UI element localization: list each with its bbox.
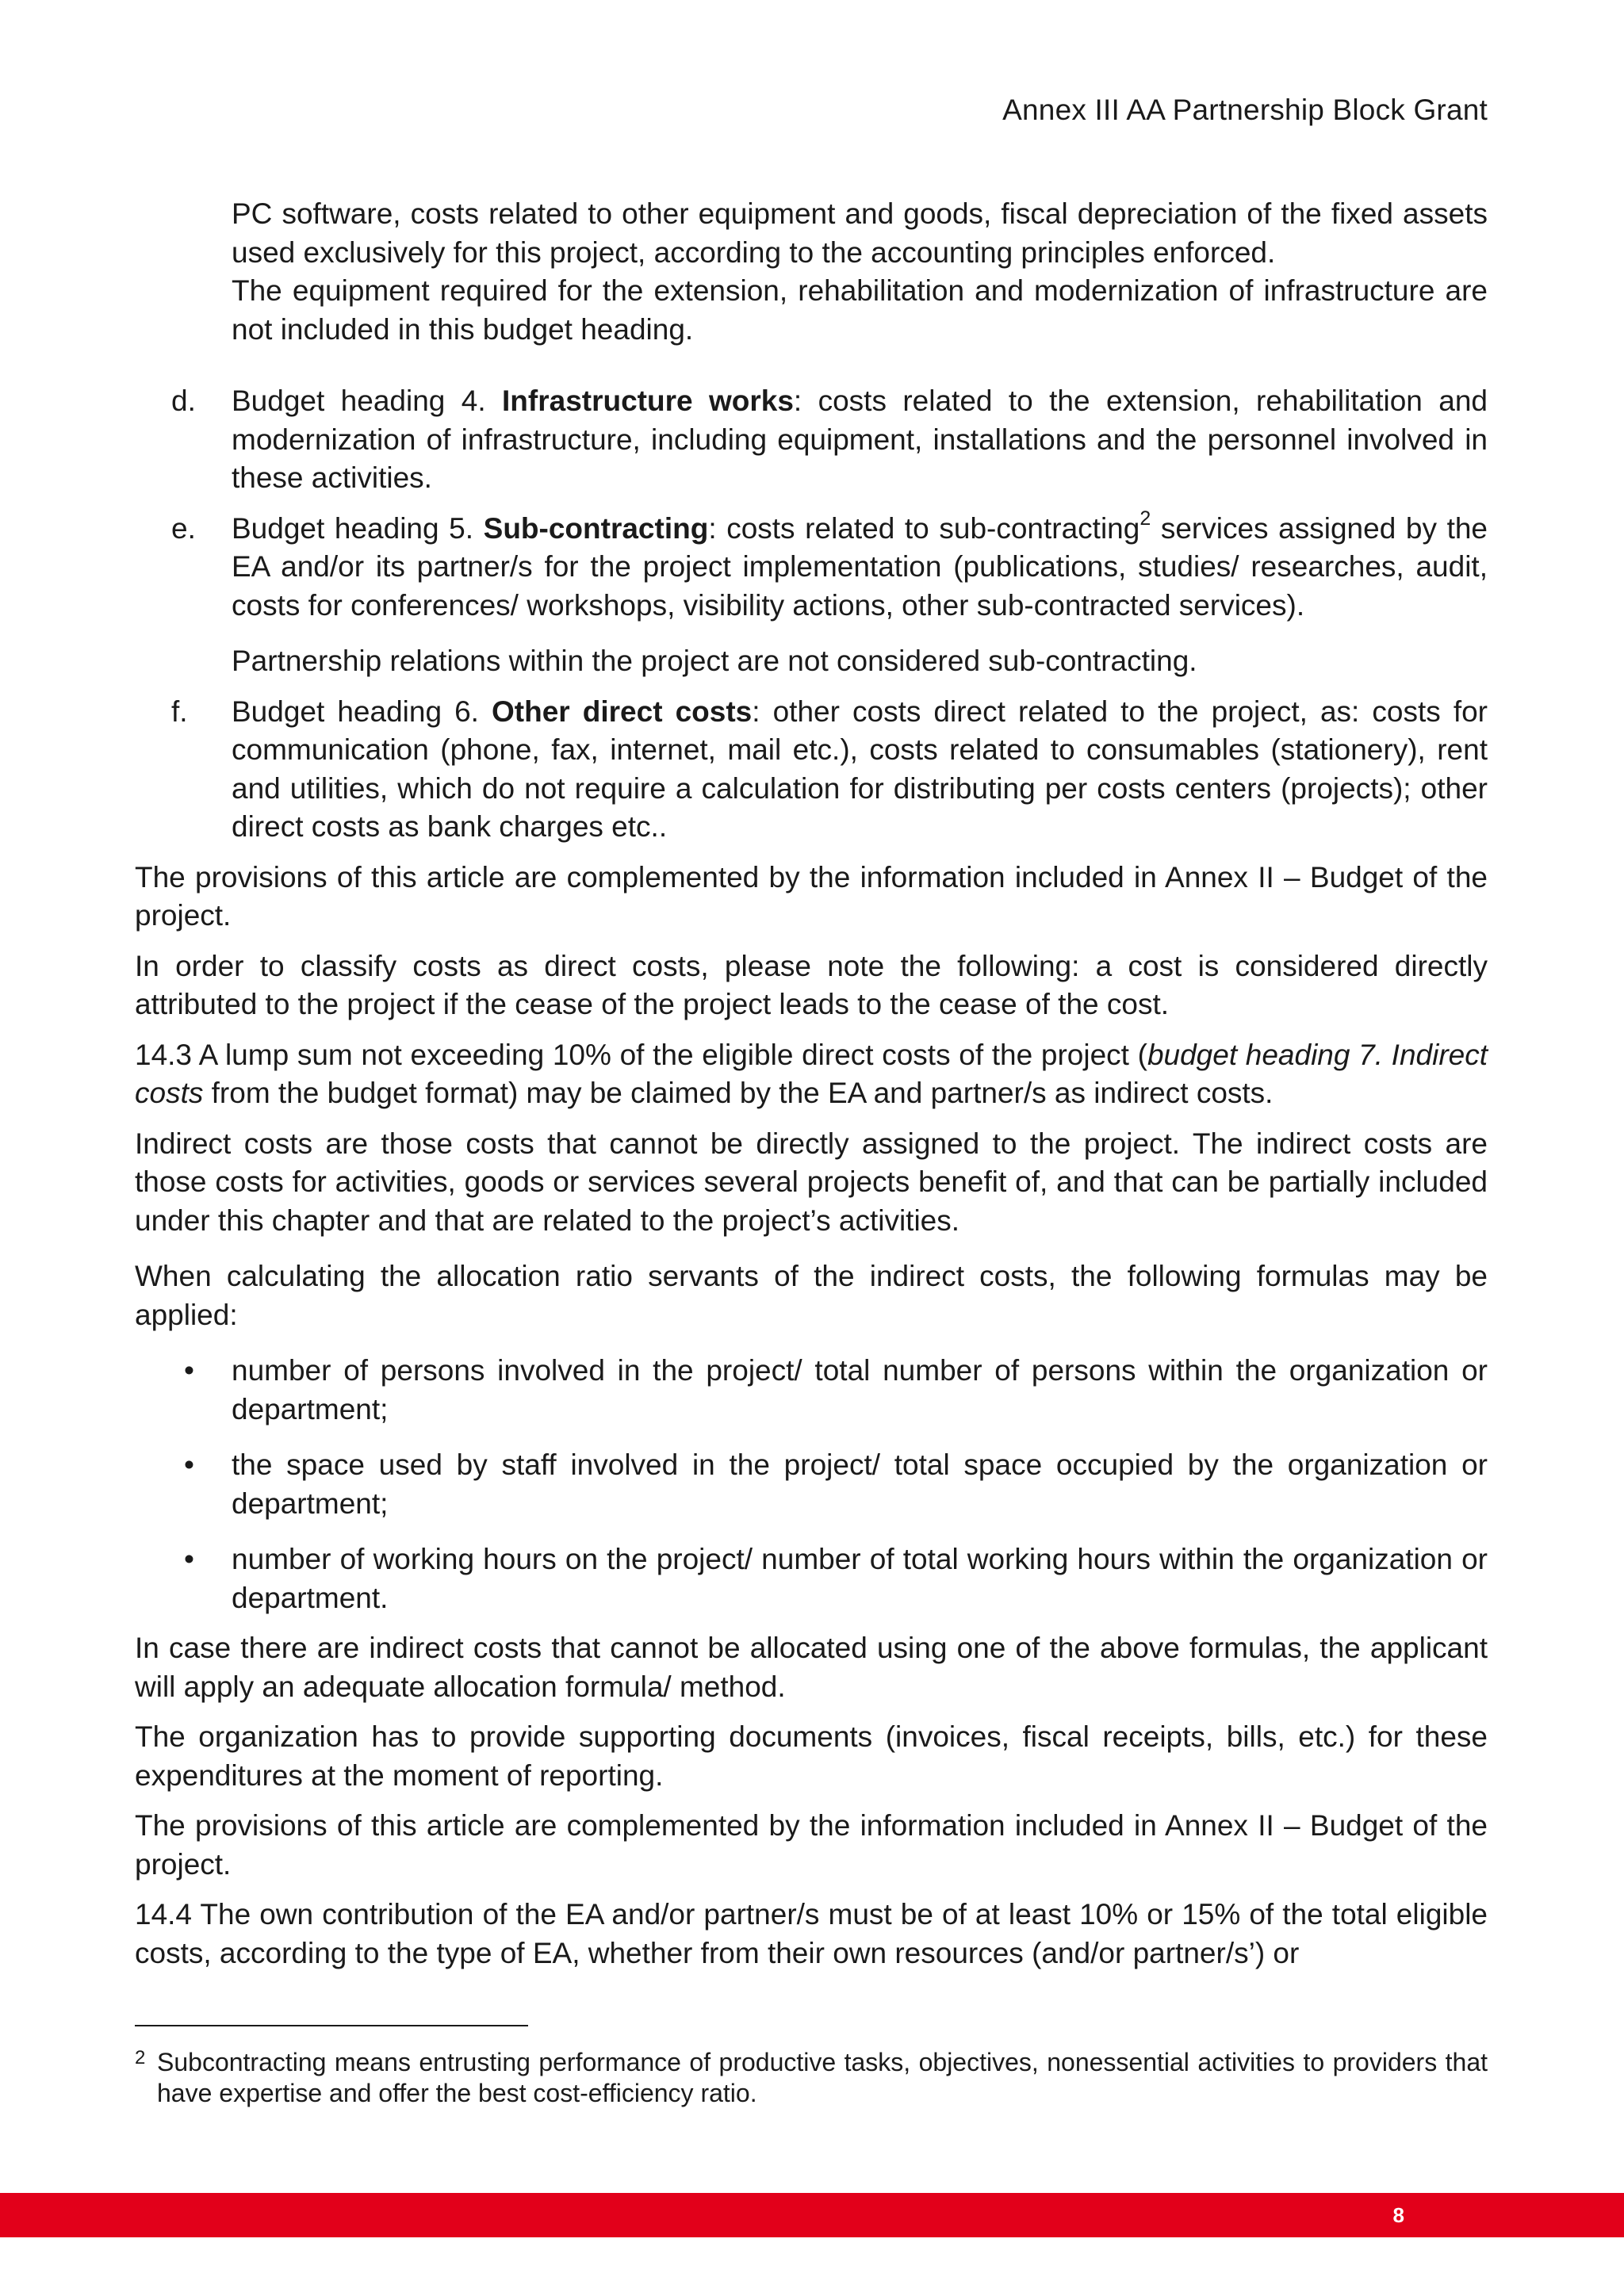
item-term: Infrastructure works [502,385,794,417]
page-number: 8 [1392,2203,1404,2227]
paragraph-indirect-costs: Indirect costs are those costs that cannot be directly assigned to the project. The indirect costs are those costs for activities, goods or services several projects benefit of, and that can be partially included under this chapter and that are related to the project’s activities. [135,1127,1488,1237]
p14-3-pre: 14.3 A lump sum not exceeding 10% of the eligible direct costs of the project ( [135,1038,1147,1071]
item-text-pre: Budget heading 4. [232,385,503,417]
list-item-f [135,693,1488,847]
item-text-post: : costs related to the extension, rehabilitation and modernization of infrastructure, including equipment, installations and the personnel involved in these activities. [232,385,1488,494]
footnote [135,2047,1488,2109]
list-item-e-extra: Partnership relations within the project are not considered sub-contracting. [232,645,1197,677]
bullet-marker: • [184,1543,194,1575]
item-term: Other direct costs [492,695,753,728]
paragraph-other-formula: In case there are indirect costs that cannot be allocated using one of the above formulas, the applicant will apply an adequate allocation formula/ method. [135,1632,1488,1703]
bullet-text: number of persons involved in the project/ total number of persons within the organization or department; [232,1354,1488,1425]
page-body [135,195,1488,1973]
continuation-paragraph-2: The equipment required for the extension, rehabilitation and modernization of infrastructure are not included in this budget heading. [232,274,1488,346]
bullet-text: the space used by staff involved in the project/ total space occupied by the organization or department; [232,1448,1488,1520]
paragraph-annex-reference-2: The provisions of this article are complemented by the information included in Annex II – Budget of the project. [135,1809,1488,1881]
list-marker: f. [171,695,188,728]
item-term: Sub-contracting [483,511,709,545]
running-header: Annex III AA Partnership Block Grant [1002,94,1488,126]
list-marker: d. [171,385,196,417]
bullet-marker: • [184,1354,194,1387]
paragraph-annex-reference: The provisions of this article are complemented by the information included in Annex II – Budget of the project. [135,860,1488,932]
list-item-e [135,507,1488,626]
list-item-d [135,382,1488,498]
continuation-paragraph-1: PC software, costs related to other equipment and goods, fiscal depreciation of the fixed assets used exclusively for this project, according to the accounting principles enforced. [232,197,1488,269]
paragraph-allocation-ratio: When calculating the allocation ratio servants of the indirect costs, the following formulas may be applied: [135,1260,1488,1331]
p14-3-post: from the budget format) may be claimed by the EA and partner/s as indirect costs. [203,1077,1274,1109]
item-text-mid: : costs related to sub-contracting [708,511,1140,545]
footnote-separator [135,2025,528,2026]
bullet-item [135,1446,1488,1523]
p14-3-italic: budget heading 7. Indirect costs [135,1038,1488,1109]
footnote-number: 2 [135,2047,146,2068]
bullet-text: number of working hours on the project/ number of total working hours within the organization or department. [232,1543,1488,1614]
list-marker: e. [171,511,196,545]
bullet-item [135,1540,1488,1617]
paragraph-14-4: 14.4 The own contribution of the EA and/or partner/s must be of at least 10% or 15% of the total eligible costs, according to the type of EA, whether from their own resources (and/or partner/s’) or [135,1898,1488,1969]
footer-bar [0,2193,1624,2237]
footnote-text: Subcontracting means entrusting performance of productive tasks, objectives, nonessential activities to providers that have expertise and offer the best cost-efficiency ratio. [157,2048,1488,2107]
item-text-pre: Budget heading 6. [232,695,492,728]
footnote-reference[interactable]: 2 [1139,507,1151,530]
bullet-marker: • [184,1448,194,1481]
paragraph-14-3 [135,1036,1488,1113]
item-text-pre: Budget heading 5. [232,511,484,545]
item-text-post: services assigned by the EA and/or its partner/s for the project implementation (publications, studies/ researches, audit, costs for conferences/ workshops, visibility actions, other sub-contracted services). [232,511,1488,622]
paragraph-direct-costs: In order to classify costs as direct costs, please note the following: a cost is considered directly attributed to the project if the cease of the project leads to the cease of the cost. [135,949,1488,1020]
bullet-item [135,1352,1488,1429]
item-text-post: : other costs direct related to the project, as: costs for communication (phone, fax, internet, mail etc.), costs related to consumables (stationery), rent and utilities, which do not require a calculation for distributing per costs centers (projects); other direct costs as bank charges etc.. [232,695,1488,843]
paragraph-supporting-documents: The organization has to provide supporting documents (invoices, fiscal receipts, bills, etc.) for these expenditures at the moment of reporting. [135,1720,1488,1792]
